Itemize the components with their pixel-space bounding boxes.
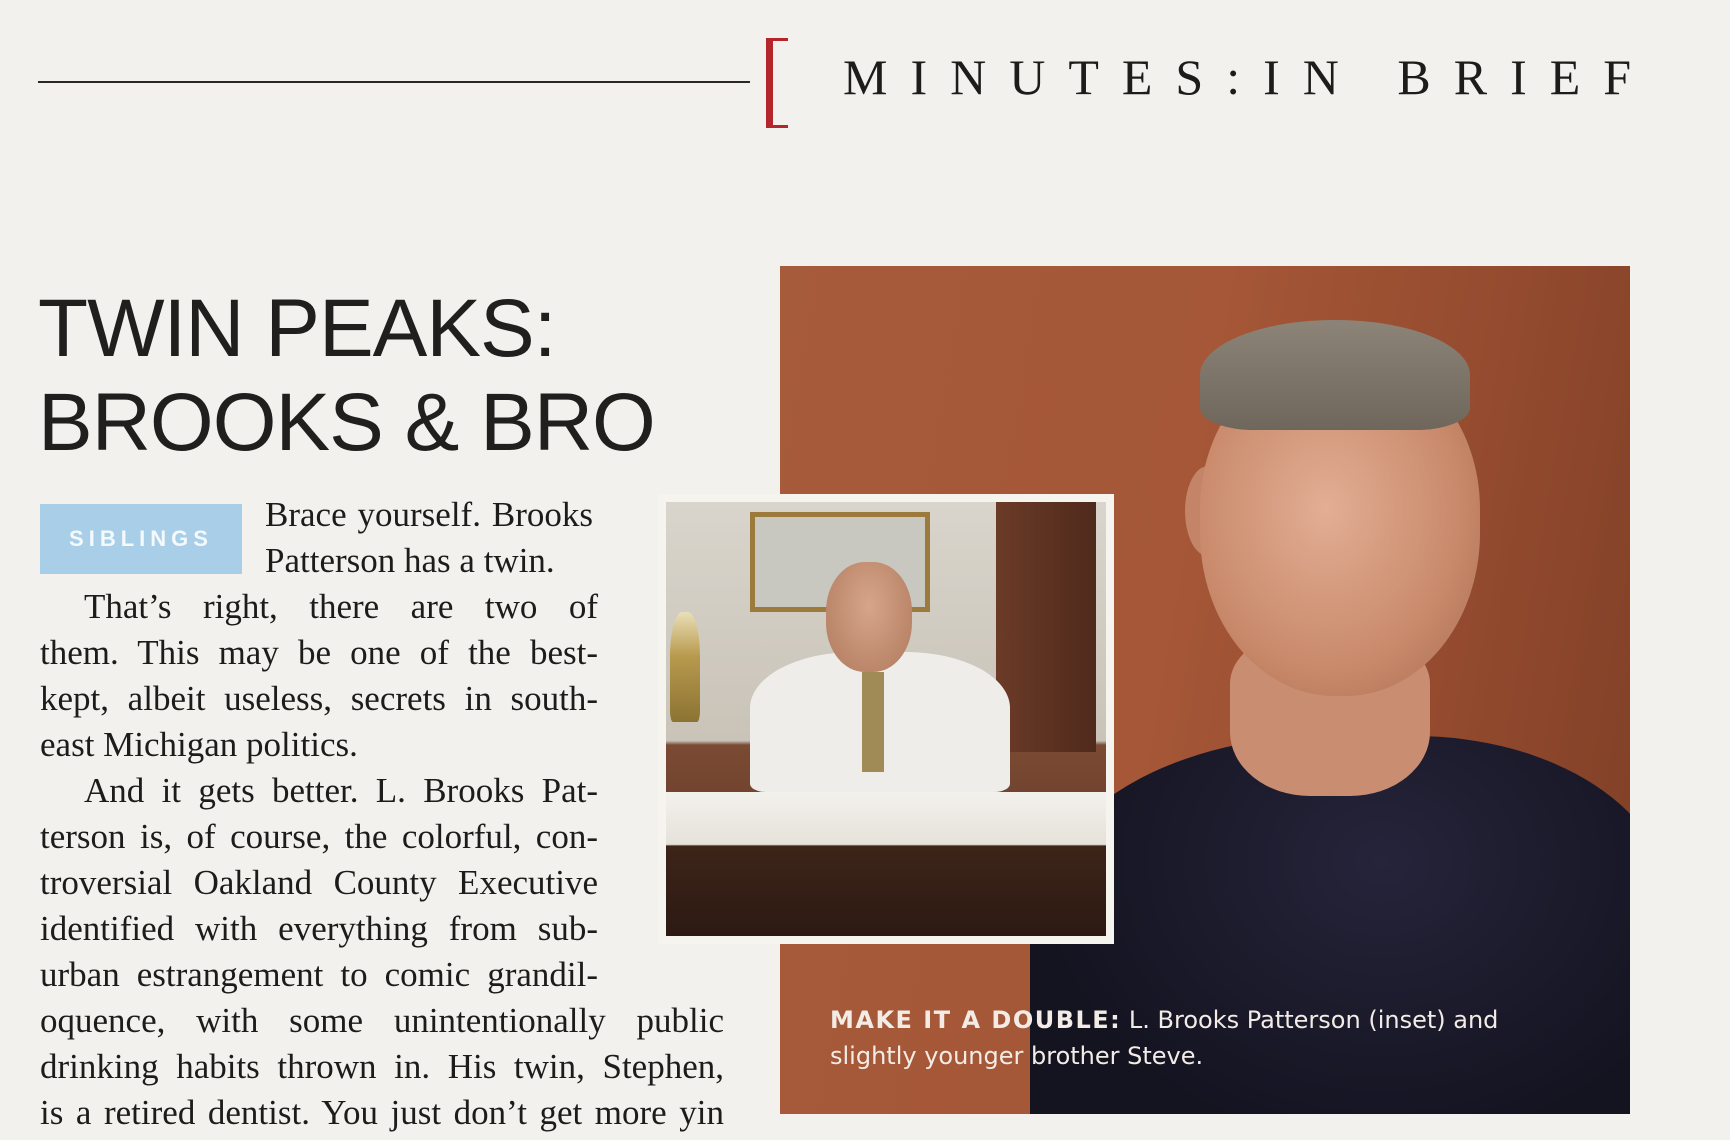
section-title: MINUTES:IN BRIEF (843, 49, 1655, 105)
desk (666, 792, 1106, 936)
photo-hair (1200, 320, 1470, 430)
body-line: them. This may be one of the best- (40, 633, 598, 672)
body-line: is a retired dentist. You just don’t get more yin (40, 1093, 724, 1132)
man-tie (862, 672, 884, 772)
photo-caption (830, 1002, 1550, 1074)
body-line: urban estrangement to comic grandil- (40, 955, 598, 994)
inset-photo (658, 494, 1114, 944)
headline (38, 282, 758, 470)
body-line: drinking habits thrown in. His twin, Stephen, (40, 1047, 724, 1086)
body-line: Patterson has a twin. (265, 541, 555, 580)
body-line: troversial Oakland County Executive (40, 863, 598, 902)
body-line: identified with everything from sub- (40, 909, 598, 948)
body-line: east Michigan politics. (40, 725, 358, 764)
headline-line-2: BROOKS & BRO (38, 377, 655, 468)
cabinet (996, 502, 1096, 752)
body-line: That’s right, there are two of (84, 587, 598, 626)
desk-lamp (670, 612, 700, 722)
header-rule (38, 81, 750, 83)
body-line: oquence, with some unintentionally public (40, 1001, 724, 1040)
caption-text: L. Brooks Patterson (inset) and slightly younger brother Steve. (830, 1006, 1499, 1070)
caption-lead: MAKE IT A DOUBLE: (830, 1006, 1122, 1034)
headline-line-1: TWIN PEAKS: (38, 283, 556, 374)
man-head (826, 562, 912, 672)
body-line: kept, albeit useless, secrets in south- (40, 679, 598, 718)
body-line: terson is, of course, the colorful, con- (40, 817, 598, 856)
kicker-tag: SIBLINGS (40, 504, 242, 574)
inset-photo-image (666, 502, 1106, 936)
body-line: And it gets better. L. Brooks Pat- (84, 771, 598, 810)
header-bracket (766, 38, 788, 128)
body-line: Brace yourself. Brooks (265, 495, 593, 534)
